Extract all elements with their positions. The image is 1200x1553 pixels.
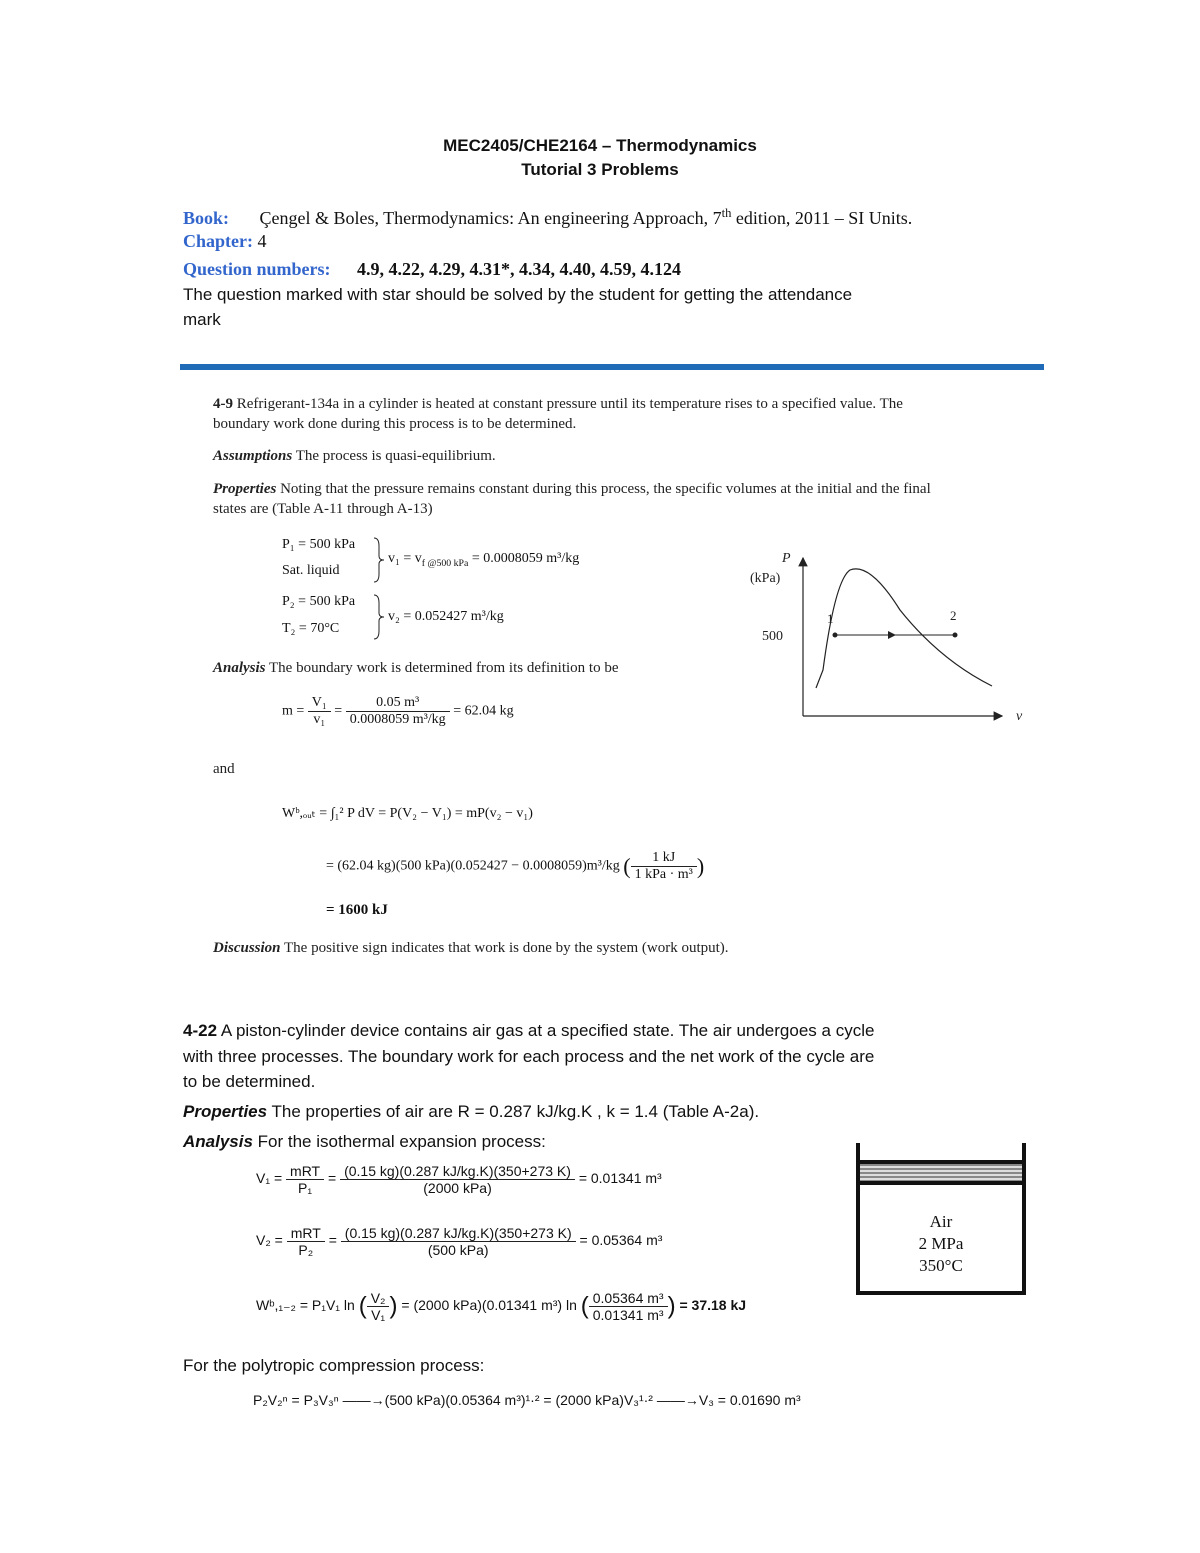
state-2-point (953, 633, 958, 638)
p-axis-unit: (kPa) (750, 571, 781, 586)
w12-frac-2 (589, 1290, 668, 1323)
w12-equation: Wᵇ,₁₋₂ = P₁V₁ ln ( $\frac{\text{V₂}}{\text{V₁}}$ ) = (2000 kPa)(0.01341 m³) ln ( $\frac{\text{0.05364 m³}}{\text{0.01341 m³}}$ ) = 37.18 kJ (256, 1290, 747, 1323)
p49-number: 4-9 (213, 396, 233, 412)
book-text-b: edition, 2011 – SI Units. (731, 208, 913, 228)
p-axis-label: P (782, 551, 791, 566)
piston-cylinder-figure (856, 1143, 1026, 1295)
section-divider (180, 364, 1044, 370)
mass-frac-1 (308, 695, 331, 728)
assumptions-label: Assumptions (213, 448, 293, 464)
work-line2-text: = (62.04 kg)(500 kPa)(0.052427 − 0.0008059)m³/kg (326, 858, 620, 874)
v2-frac-2-num: (0.15 kg)(0.287 kJ/kg.K)(350+273 K) (341, 1225, 576, 1242)
w12-frac-1-den: V₁ (371, 1307, 386, 1323)
mass-frac-2-num: 0.05 m³ (346, 695, 450, 712)
v1-frac-1-den: P₁ (298, 1180, 313, 1196)
p422-analysis-label: Analysis (183, 1132, 253, 1151)
conversion-num: 1 kJ (631, 850, 697, 867)
v1-lhs: V₁ = (256, 1170, 283, 1187)
analysis-label: Analysis (213, 660, 266, 676)
book-text: Çengel & Boles, Thermodynamics: An engineering Approach, 7 (259, 208, 722, 228)
chapter-label: Chapter: (183, 231, 253, 251)
p422-properties (183, 1102, 759, 1122)
discussion-text: The positive sign indicates that work is done by the system (work output). (280, 940, 729, 956)
work-equation-line1: Wᵇ,ₒᵤₜ = ∫₁² P dV = P(V₂ − V₁) = mP(v₂ − v₁) (282, 806, 533, 821)
state-1-point (833, 633, 838, 638)
p-tick-500: 500 (762, 629, 783, 644)
w12-result: = 37.18 kJ (679, 1297, 747, 1314)
mass-frac-2-den: 0.0008059 m³/kg (349, 712, 446, 727)
questions-value: 4.9, 4.22, 4.29, 4.31*, 4.34, 4.40, 4.59, 4.124 (357, 259, 682, 279)
v1-frac-2-den: (2000 kPa) (423, 1180, 492, 1196)
note-line-2: mark (183, 310, 221, 329)
properties-label: Properties (213, 481, 277, 497)
cylinder-contents (856, 1211, 1026, 1277)
state2-temperature: T₂ = 70°C (282, 621, 340, 636)
p422-analysis-text: For the isothermal expansion process: (252, 1132, 546, 1151)
p49-analysis (213, 660, 619, 677)
v1-frac-2 (340, 1163, 575, 1196)
p49-properties-line1 (213, 481, 931, 498)
chapter-line (183, 231, 267, 252)
point-1-label: 1 (827, 611, 834, 626)
p422-intro-line3: to be determined. (183, 1072, 316, 1091)
mass-equation (282, 695, 514, 728)
cylinder-air-label: Air (929, 1212, 953, 1231)
v1-frac-2-num: (0.15 kg)(0.287 kJ/kg.K)(350+273 K) (340, 1163, 575, 1180)
chapter-value: 4 (253, 231, 267, 251)
p422-line1-text: A piston-cylinder device contains air gas at a specified state. The air undergoes a cycle (217, 1021, 875, 1040)
conversion-frac (631, 850, 697, 883)
saturation-dome (816, 569, 992, 688)
w12-lhs: Wᵇ,₁₋₂ = P₁V₁ ln (256, 1297, 355, 1314)
page-title: MEC2405/CHE2164 – Thermodynamics (443, 136, 757, 155)
state2-brace (372, 593, 386, 641)
v1-result: = 0.01341 m³ (578, 1170, 662, 1187)
note-line-1: The question marked with star should be solved by the student for getting the attendance (183, 285, 853, 304)
cylinder-temperature-label: 350°C (919, 1256, 963, 1275)
cylinder-bottom (856, 1291, 1026, 1295)
state2-volume: v₂ = 0.052427 m³/kg (388, 609, 504, 624)
p49-discussion (213, 940, 729, 957)
work-result: = 1600 kJ (326, 902, 388, 918)
p422-analysis (183, 1132, 546, 1152)
p49-assumptions (213, 448, 496, 465)
discussion-label: Discussion (213, 940, 281, 956)
mass-eq: = (334, 703, 343, 719)
state2-pressure: P₂ = 500 kPa (282, 594, 356, 609)
book-label: Book: (183, 208, 230, 228)
state1-brace (372, 536, 386, 584)
state1-pressure: P₁ = 500 kPa (282, 537, 356, 552)
work-equation-line2: = (62.04 kg)(500 kPa)(0.052427 − 0.0008059)m³/kg ( $\frac{1 kJ}{\text{1 kPa · m³}}$ ) (326, 850, 705, 882)
w12-frac-2-num: 0.05364 m³ (589, 1290, 668, 1307)
v2-frac-2 (341, 1225, 576, 1258)
state1-v-sub: f @500 kPa (421, 557, 469, 569)
p49-properties-line2: states are (Table A-11 through A-13) (213, 501, 433, 517)
p422-number: 4-22 (183, 1021, 218, 1040)
v1-frac-1 (286, 1163, 324, 1196)
piston (860, 1160, 1022, 1185)
p422-intro-line1 (183, 1021, 874, 1041)
v2-equation: V₂ = $\frac{\text{mRT}}{\text{P₂}}$ = $\frac{(0.15 kg)(0.287 kJ/kg.K)(350+273 K)}{\text{(500 kPa)}}$ = 0.05364 m³ (256, 1225, 663, 1258)
book-sup: th (721, 206, 732, 220)
page-subtitle: Tutorial 3 Problems (521, 160, 679, 179)
v2-frac-1-den: P₂ (298, 1242, 314, 1258)
v2-result: = 0.05364 m³ (579, 1232, 663, 1249)
mass-frac-1-den: v₁ (313, 712, 326, 727)
state1-condition: Sat. liquid (282, 563, 340, 578)
conversion-den: 1 kPa · m³ (634, 867, 693, 882)
v2-frac-1-num: mRT (287, 1225, 325, 1242)
analysis-text: The boundary work is determined from its definition to be (265, 660, 619, 676)
v2-lhs: V₂ = (256, 1232, 283, 1249)
assumptions-text: The process is quasi-equilibrium. (292, 448, 496, 464)
w12-mid: = (2000 kPa)(0.01341 m³) ln (401, 1297, 577, 1314)
w12-frac-1 (367, 1290, 390, 1323)
point-2-label: 2 (950, 608, 957, 623)
p49-intro-line1 (213, 396, 903, 413)
state1-v-symbol: v₁ = v (388, 551, 422, 566)
state1-volume (388, 551, 579, 569)
questions-line (183, 259, 681, 280)
p49-intro-line2: boundary work done during this process is to be determined. (213, 416, 577, 432)
state1-v-value: = 0.0008059 m³/kg (468, 551, 580, 566)
v2-frac-2-den: (500 kPa) (427, 1242, 489, 1258)
p422-properties-label: Properties (183, 1102, 268, 1121)
mass-result: = 62.04 kg (453, 703, 514, 719)
v2-frac-1 (287, 1225, 325, 1258)
p49-intro-text: Refrigerant-134a in a cylinder is heated at constant pressure until its temperature rises to a specified value. The (233, 396, 903, 412)
w12-frac-1-num: V₂ (367, 1290, 390, 1307)
polytropic-text: For the polytropic compression process: (183, 1356, 485, 1375)
mass-frac-2 (346, 695, 450, 728)
v1-frac-1-num: mRT (286, 1163, 324, 1180)
p422-intro-line2: with three processes. The boundary work for each process and the net work of the cycle are (183, 1047, 875, 1066)
w12-frac-2-den: 0.01341 m³ (592, 1307, 664, 1323)
v-axis-label: v (1016, 709, 1023, 724)
v1-equation: V₁ = $\frac{\text{mRT}}{\text{P₁}}$ = $\frac{(0.15 kg)(0.287 kJ/kg.K)(350+273 K)}{\text{(2000 kPa)}}$ = 0.01341 m³ (256, 1163, 662, 1196)
and-text: and (213, 761, 235, 777)
questions-label: Question numbers: (183, 259, 331, 279)
p422-properties-text: The properties of air are R = 0.287 kJ/kg.K , k = 1.4 (Table A-2a). (267, 1102, 760, 1121)
mass-frac-1-num: V₁ (308, 695, 331, 712)
mass-lhs: m = (282, 703, 305, 719)
polytropic-equation: P₂V₂ⁿ = P₃V₃ⁿ ——→(500 kPa)(0.05364 m³)¹·² = (2000 kPa)V₃¹·² ——→V₃ = 0.01690 m³ (253, 1392, 801, 1408)
pv-diagram (740, 540, 1040, 740)
cylinder-pressure-label: 2 MPa (918, 1234, 964, 1253)
properties-text: Noting that the pressure remains constant during this process, the specific volumes at the initial and the final (276, 481, 931, 497)
book-line (183, 206, 912, 229)
